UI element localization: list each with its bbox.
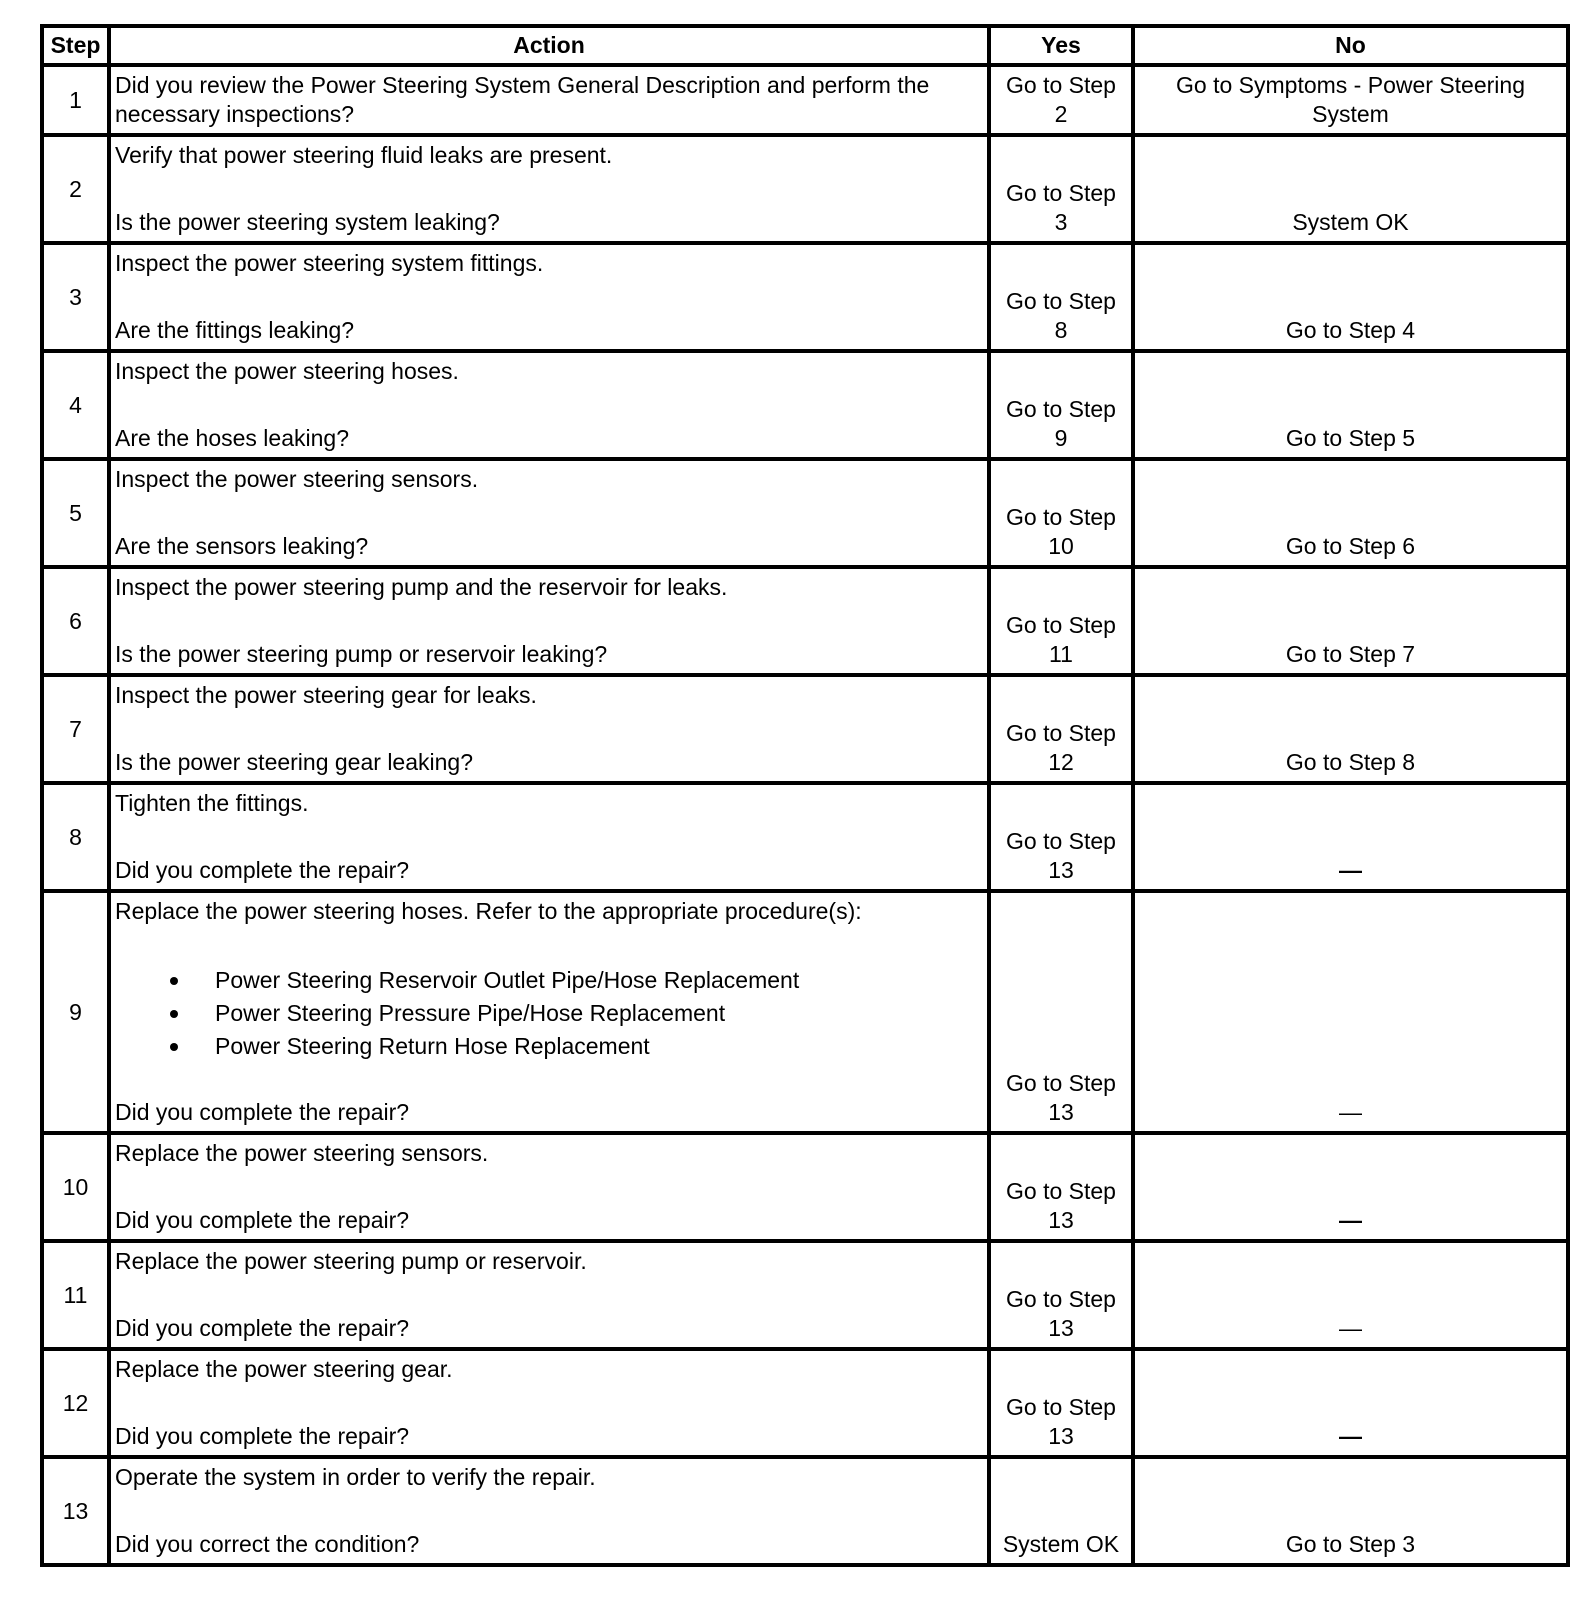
yes-text: Go to Step [1006,180,1116,206]
action-cell [109,1349,989,1457]
action-cell [109,1241,989,1349]
yes-step: 10 [1048,533,1074,559]
table-row [42,1349,1568,1457]
action-question: Did you complete the repair? [115,1099,410,1125]
no-text: — [1339,857,1362,883]
yes-step: 8 [1054,317,1068,343]
action-cell [109,135,989,243]
yes-text: Go to Step [1006,72,1116,98]
no-text: — [1339,1207,1362,1233]
action-instruction: Inspect the power steering hoses. [115,358,459,384]
yes-step: 2 [1054,101,1068,127]
yes-step: 13 [1048,1315,1074,1341]
yes-cell [989,1349,1133,1457]
no-cell [1133,675,1568,783]
no-cell [1133,1241,1568,1349]
yes-step: 13 [1048,1207,1074,1233]
yes-cell [989,675,1133,783]
no-cell [1133,783,1568,891]
table-row [42,1241,1568,1349]
no-cell [1133,891,1568,1133]
action-question: Did you complete the repair? [115,1315,410,1341]
action-question: Are the hoses leaking? [115,425,349,451]
table-row [42,243,1568,351]
no-text: Go to Step 6 [1285,533,1416,559]
yes-text: Go to Step [1006,1070,1116,1096]
header-step: Step [42,26,109,65]
no-text: System OK [1292,209,1409,235]
table-row [42,567,1568,675]
no-text: Go to Step 3 [1285,1531,1416,1557]
step-number: 4 [42,351,109,459]
yes-step: 13 [1048,1423,1074,1449]
procedure-list [165,964,981,1063]
action-instruction: Inspect the power steering gear for leaks. [115,682,537,708]
action-cell [109,567,989,675]
action-instruction: Replace the power steering gear. [115,1356,453,1382]
action-instruction: Replace the power steering pump or reservoir. [115,1248,587,1274]
no-cell [1133,1457,1568,1565]
yes-step: 13 [1048,857,1074,883]
action-cell [109,1457,989,1565]
no-text: Go to Symptoms - Power Steering System [1176,72,1525,127]
action-cell [109,351,989,459]
yes-text: Go to Step [1006,612,1116,638]
yes-step: 12 [1048,749,1074,775]
no-text: Go to Step 5 [1285,425,1416,451]
step-number: 10 [42,1133,109,1241]
step-number: 11 [42,1241,109,1349]
action-question: Did you correct the condition? [115,1531,420,1557]
yes-cell [989,243,1133,351]
yes-text: Go to Step [1006,1286,1116,1312]
step-number: 2 [42,135,109,243]
step-number: 1 [42,65,109,135]
no-text: — [1339,1423,1362,1449]
action-instruction: Tighten the fittings. [115,790,309,816]
no-text: — [1339,1315,1362,1341]
step-number: 13 [42,1457,109,1565]
action-instruction: Verify that power steering fluid leaks are present. [115,142,613,168]
yes-cell [989,1133,1133,1241]
action-cell [109,1133,989,1241]
action-question: Are the sensors leaking? [115,533,369,559]
step-number: 7 [42,675,109,783]
no-cell [1133,351,1568,459]
action-question: Is the power steering gear leaking? [115,749,473,775]
yes-text: Go to Step [1006,1178,1116,1204]
table-row [42,65,1568,135]
yes-cell [989,135,1133,243]
table-row [42,459,1568,567]
table-row [42,1133,1568,1241]
header-yes: Yes [989,26,1133,65]
header-row [42,26,1568,65]
no-cell [1133,459,1568,567]
table-row [42,1457,1568,1565]
yes-step: 9 [1054,425,1068,451]
step-number: 8 [42,783,109,891]
table-row [42,135,1568,243]
step-number: 3 [42,243,109,351]
yes-cell [989,351,1133,459]
no-text: Go to Step 8 [1285,749,1416,775]
no-cell [1133,135,1568,243]
list-item: Power Steering Reservoir Outlet Pipe/Hose Replacement [165,964,981,997]
yes-cell [989,459,1133,567]
no-text: Go to Step 7 [1285,641,1416,667]
action-cell [109,891,989,1133]
action-question: Are the fittings leaking? [115,317,355,343]
yes-step: 3 [1054,209,1068,235]
no-cell [1133,1349,1568,1457]
action-cell [109,459,989,567]
table-row [42,351,1568,459]
yes-cell [989,1457,1133,1565]
no-cell [1133,65,1568,135]
action-instruction: Replace the power steering hoses. Refer to the appropriate procedure(s): [115,898,862,924]
action-question: Did you complete the repair? [115,1423,410,1449]
yes-step: 11 [1049,641,1073,667]
action-question: Is the power steering system leaking? [115,209,500,235]
yes-text: Go to Step [1006,720,1116,746]
list-item: Power Steering Return Hose Replacement [165,1030,981,1063]
action-instruction: Inspect the power steering pump and the reservoir for leaks. [115,574,728,600]
no-text: — [1339,1099,1362,1125]
action-cell [109,243,989,351]
action-question: Did you complete the repair? [115,857,410,883]
action-cell [109,675,989,783]
header-action: Action [109,26,989,65]
yes-cell [989,783,1133,891]
no-cell [1133,243,1568,351]
step-number: 5 [42,459,109,567]
yes-text: Go to Step [1006,1394,1116,1420]
table-row [42,675,1568,783]
yes-text: Go to Step [1006,396,1116,422]
diagnostic-table [40,24,1570,1567]
header-no: No [1133,26,1568,65]
no-text: Go to Step 4 [1285,317,1416,343]
list-item: Power Steering Pressure Pipe/Hose Replacement [165,997,981,1030]
no-cell [1133,567,1568,675]
step-number: 12 [42,1349,109,1457]
step-number: 6 [42,567,109,675]
yes-cell [989,1241,1133,1349]
action-instruction: Inspect the power steering sensors. [115,466,479,492]
table-row [42,891,1568,1133]
action-question: Did you complete the repair? [115,1207,410,1233]
yes-cell [989,567,1133,675]
action-cell [109,783,989,891]
yes-text: Go to Step [1006,828,1116,854]
yes-text: System OK [1002,1531,1120,1557]
yes-step: 13 [1048,1099,1074,1125]
action-instruction: Operate the system in order to verify the repair. [115,1464,596,1490]
yes-text: Go to Step [1006,504,1116,530]
yes-cell [989,65,1133,135]
action-instruction: Inspect the power steering system fittings. [115,250,544,276]
yes-cell [989,891,1133,1133]
action-instruction: Replace the power steering sensors. [115,1140,489,1166]
no-cell [1133,1133,1568,1241]
yes-text: Go to Step [1006,288,1116,314]
action-text: Did you review the Power Steering System General Description and perform the necessary inspections? [115,72,930,127]
action-question: Is the power steering pump or reservoir leaking? [115,641,608,667]
action-cell [109,65,989,135]
table-row [42,783,1568,891]
step-number: 9 [42,891,109,1133]
